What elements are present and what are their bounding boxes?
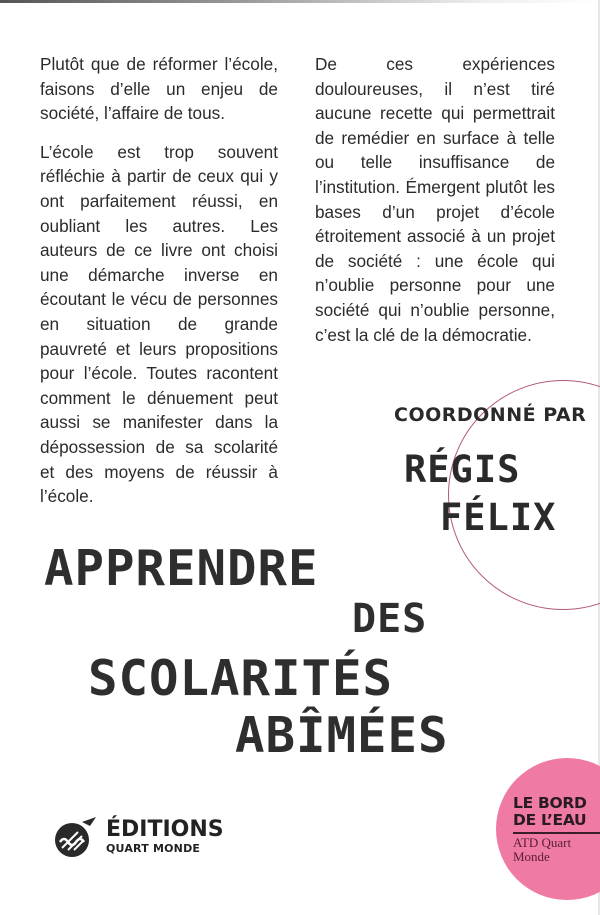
blurb-left-column xyxy=(40,52,278,523)
copublisher-badge-text xyxy=(513,795,600,864)
badge-line-2: DE L’EAU xyxy=(513,811,587,829)
credit-label: COORDONNÉ PAR xyxy=(394,404,587,426)
author-first-name: RÉGIS xyxy=(404,448,521,491)
title-line-2: DES xyxy=(352,596,428,642)
title-line-1: APPRENDRE xyxy=(44,540,319,597)
blurb-paragraph: De ces expériences douloureuses, il n’est tiré aucune recette qui permettrait de remédier en surface à telle ou telle insuffisance de l’institution. Émergent plutôt les bases d’un projet d’école étroitement associé à un projet de société : une école qui n’oublie personne pour une société qui n’oublie personne, c’est la clé de la démocratie. xyxy=(315,54,555,345)
blurb-right-column xyxy=(315,52,555,361)
publisher-logo xyxy=(52,812,224,860)
publisher-name: ÉDITIONS xyxy=(106,816,224,842)
author-last-name: FÉLIX xyxy=(440,496,557,539)
publisher-subname: QUART MONDE xyxy=(106,841,201,855)
cover-top-edge xyxy=(0,0,600,3)
blurb-paragraph: Plutôt que de réformer l’école, faisons d’elle un enjeu de société, l’affaire de tous. xyxy=(40,54,278,124)
badge-line-4: Monde xyxy=(513,849,550,864)
badge-line-3: ATD Quart xyxy=(513,835,572,850)
badge-divider xyxy=(513,832,600,834)
title-line-4: ABÎMÉES xyxy=(235,707,449,764)
badge-line-1: LE BORD xyxy=(513,794,587,812)
quart-monde-globe-icon xyxy=(52,812,100,860)
title-line-3: SCOLARITÉS xyxy=(88,650,394,707)
blurb-paragraph: L’école est trop souvent réfléchie à partir de ceux qui y ont parfaitement réussi, en oubliant les autres. Les auteurs de ce livre ont choisi une démarche inverse en écoutant le vécu de personnes en situation de grande pauvreté et leurs propositions pour l’école. Toutes racontent comment le dénuement peut aussi se manifester dans la dépossession de sa scolarité et des moyens de réussir à l’école. xyxy=(40,141,278,507)
